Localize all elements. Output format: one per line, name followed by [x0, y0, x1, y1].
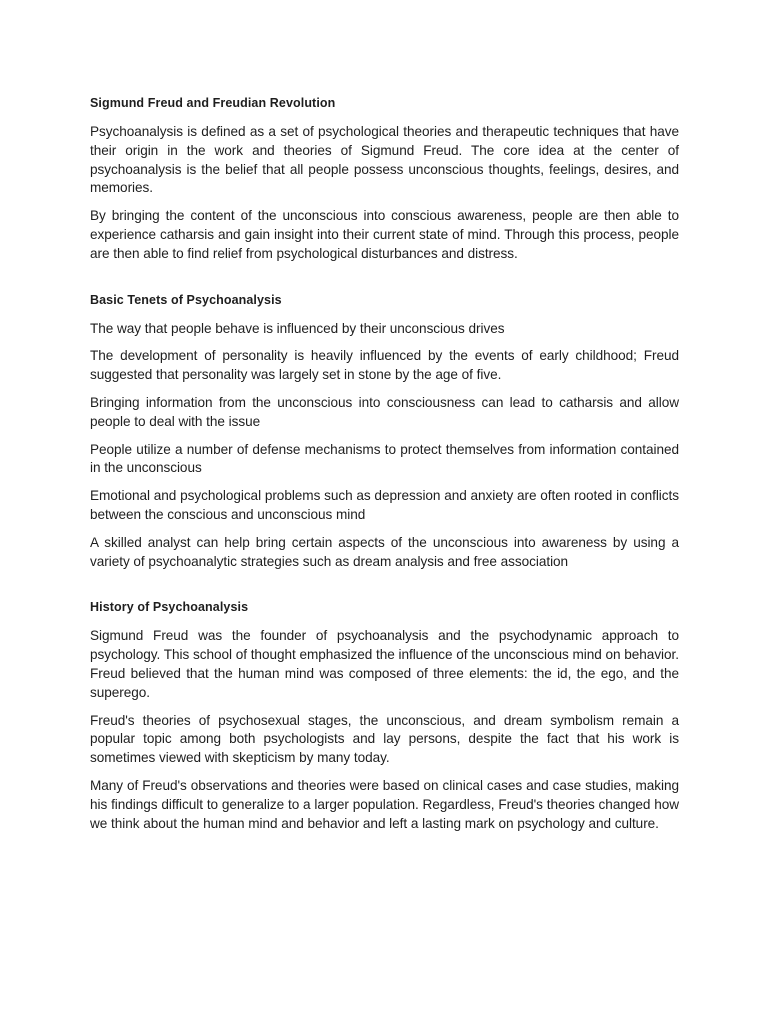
section-history: [90, 598, 679, 833]
paragraph: Emotional and psychological problems such as depression and anxiety are often rooted in conflicts between the conscious and unconscious mind: [90, 488, 679, 522]
paragraph: Sigmund Freud was the founder of psychoanalysis and the psychodynamic approach to psychology. This school of thought emphasized the influence of the unconscious mind on behavior. Freud believed that the human mind was composed of three elements: the id, the ego, and the superego.: [90, 628, 679, 700]
section-title: History of Psychoanalysis: [90, 600, 249, 615]
paragraph: A skilled analyst can help bring certain aspects of the unconscious into awareness by using a variety of psychoanalytic strategies such as dream analysis and free association: [90, 534, 679, 569]
section-title: Sigmund Freud and Freudian Revolution: [90, 96, 336, 110]
paragraph: Psychoanalysis is defined as a set of psychological theories and therapeutic techniques that have their origin in the work and theories of Sigmund Freud. The core idea at the center of psychoanalysis is the belief that all people possess unconscious thoughts, feelings, desires, and memories.: [90, 124, 679, 196]
section-freudian-revolution: [90, 94, 679, 264]
paragraph: By bringing the content of the unconscious into conscious awareness, people are then able to experience catharsis and gain insight into their current state of mind. Through this process, people are then able to find relief from psychological disturbances and distress.: [90, 208, 679, 261]
section-title: Basic Tenets of Psychoanalysis: [90, 292, 282, 307]
section-basic-tenets: [90, 291, 679, 572]
paragraph: Bringing information from the unconscious into consciousness can lead to catharsis and allow people to deal with the issue: [90, 394, 679, 429]
paragraph: People utilize a number of defense mechanisms to protect themselves from information contained in the unconscious: [90, 441, 679, 476]
paragraph: The development of personality is heavily influenced by the events of early childhood; Freud suggested that personality was largely set in stone by the age of five.: [90, 348, 679, 383]
paragraph: The way that people behave is influenced by their unconscious drives: [90, 320, 505, 336]
paragraph: Many of Freud's observations and theories were based on clinical cases and case studies, making his findings difficult to generalize to a larger population. Regardless, Freud's theories changed how we think about the human mind and behavior and left a lasting mark on psychology and culture.: [90, 777, 679, 831]
document-page: [90, 94, 679, 842]
paragraph: Freud's theories of psychosexual stages, the unconscious, and dream symbolism remain a popular topic among both psychologists and lay persons, despite the fact that his work is sometimes viewed with skepticism by many today.: [90, 712, 679, 766]
